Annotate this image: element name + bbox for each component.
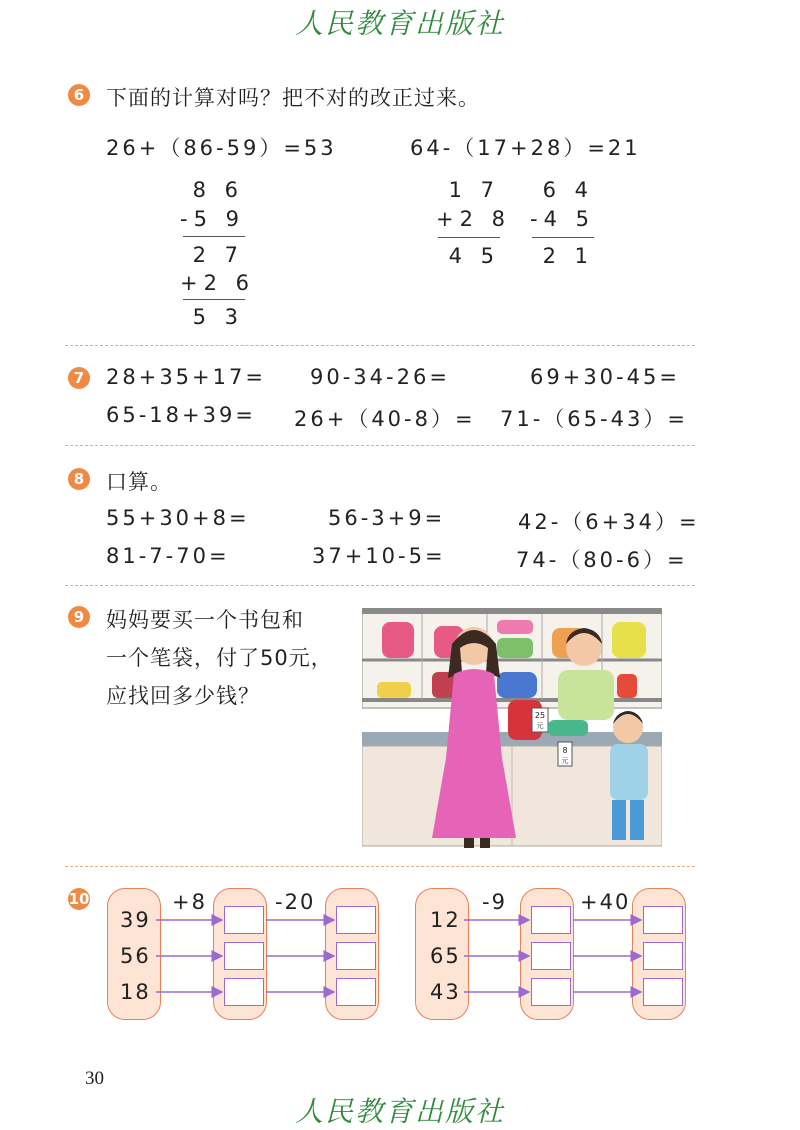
q6-left-work-line: -5 9 <box>180 207 245 231</box>
q6-left-work-rule <box>183 236 245 237</box>
q9-line: 一个笔袋，付了50元， <box>106 646 333 670</box>
q7-expression: 90-34-26= <box>310 365 450 389</box>
q7-expression: 69+30-45= <box>530 365 680 389</box>
publisher-footer: 人民教育出版社 <box>294 1095 505 1128</box>
section-divider <box>65 866 695 867</box>
answer-box[interactable] <box>531 906 571 934</box>
q6-right-work-b-rule <box>532 237 594 238</box>
answer-box[interactable] <box>224 942 264 970</box>
q7-expression: 26+（40-8）= <box>294 407 476 431</box>
q6-expr-right: 64-（17+28）=21 <box>410 136 641 160</box>
shop-illustration <box>362 608 662 848</box>
question-number-7: 7 <box>68 367 90 389</box>
answer-box[interactable] <box>643 942 683 970</box>
answer-box[interactable] <box>224 978 264 1006</box>
q6-right-work-a-rule <box>438 237 500 238</box>
bag-price-tag: 25 <box>534 711 546 720</box>
q9-line: 妈妈要买一个书包和 <box>106 608 304 632</box>
publisher-header: 人民教育出版社 <box>294 7 505 40</box>
operation-label: -9 <box>482 890 507 914</box>
q6-right-work-b-line: -4 5 <box>530 207 595 231</box>
answer-box[interactable] <box>336 906 376 934</box>
operation-label: -20 <box>275 890 316 914</box>
q6-right-work-a-line: 1 7 <box>448 178 500 202</box>
answer-box[interactable] <box>224 906 264 934</box>
question-number-10: 10 <box>68 890 90 908</box>
input-value: 65 <box>430 944 461 968</box>
q7-expression: 65-18+39= <box>106 403 256 427</box>
q6-left-work-line: +2 6 <box>180 271 255 295</box>
input-value: 43 <box>430 980 461 1004</box>
q8-expression: 56-3+9= <box>328 506 446 530</box>
q6-left-work-rule <box>183 299 245 300</box>
operation-label: +40 <box>580 890 631 914</box>
section-divider <box>65 345 695 346</box>
question-number-6: 6 <box>68 84 90 106</box>
q6-right-work-a-line: 4 5 <box>448 244 500 268</box>
q8-expression: 81-7-70= <box>106 544 230 568</box>
q6-right-work-a-line: +2 8 <box>436 207 511 231</box>
section-divider <box>65 445 695 446</box>
q6-left-work-line: 5 3 <box>192 305 244 329</box>
case-price-unit: 元 <box>561 757 569 765</box>
q8-prompt: 口算。 <box>106 470 172 494</box>
page-number: 30 <box>85 1068 104 1089</box>
q6-prompt: 下面的计算对吗？把不对的改正过来。 <box>106 86 480 110</box>
answer-box[interactable] <box>643 906 683 934</box>
operation-label: +8 <box>172 890 207 914</box>
answer-box[interactable] <box>531 978 571 1006</box>
q8-expression: 74-（80-6）= <box>516 548 688 572</box>
case-price-tag: 8 <box>562 746 568 755</box>
question-number-8: 8 <box>68 468 90 490</box>
answer-box[interactable] <box>531 942 571 970</box>
q8-expression: 42-（6+34）= <box>518 510 700 534</box>
question-number-9: 9 <box>68 606 90 628</box>
input-value: 56 <box>120 944 151 968</box>
answer-box[interactable] <box>643 978 683 1006</box>
answer-box[interactable] <box>336 978 376 1006</box>
input-value: 12 <box>430 908 461 932</box>
bag-price-unit: 元 <box>536 722 544 730</box>
input-value: 18 <box>120 980 151 1004</box>
q6-right-work-b-line: 6 4 <box>542 178 594 202</box>
q6-right-work-b-line: 2 1 <box>542 244 594 268</box>
q6-left-work-line: 2 7 <box>192 243 244 267</box>
q6-left-work-line: 8 6 <box>192 178 244 202</box>
answer-box[interactable] <box>336 942 376 970</box>
q7-expression: 71-（65-43）= <box>500 407 688 431</box>
q9-line: 应找回多少钱？ <box>106 684 260 708</box>
section-divider <box>65 585 695 586</box>
q7-expression: 28+35+17= <box>106 365 266 389</box>
backpack-icon <box>382 622 414 658</box>
q8-expression: 55+30+8= <box>106 506 250 530</box>
q8-expression: 37+10-5= <box>312 544 446 568</box>
input-value: 39 <box>120 908 151 932</box>
q6-expr-left: 26+（86-59）=53 <box>106 136 337 160</box>
